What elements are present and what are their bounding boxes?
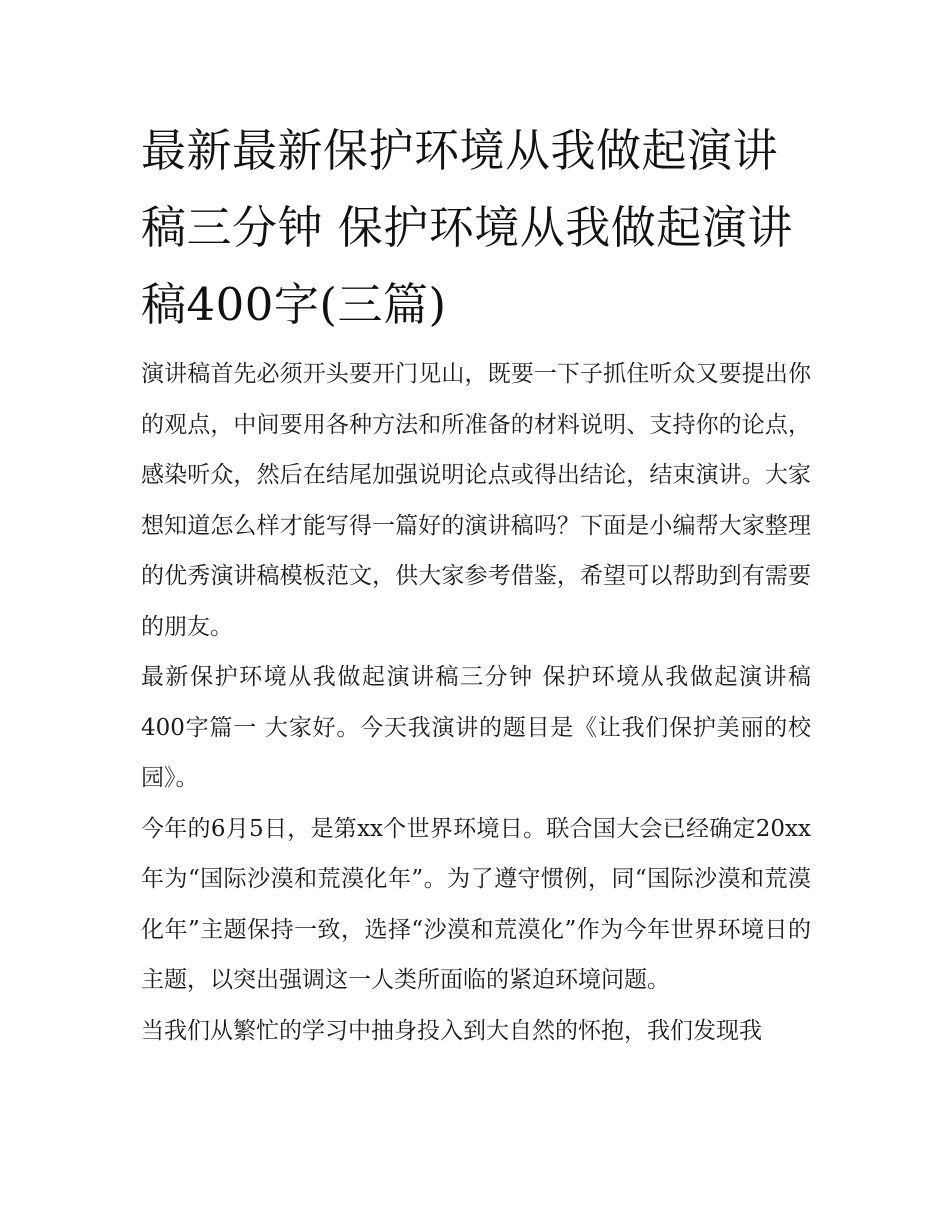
nature-paragraph: 当我们从繁忙的学习中抽身投入到大自然的怀抱，我们发现我 (141, 1017, 762, 1044)
document-page (141, 112, 811, 1056)
intro-paragraph: 演讲稿首先必须开头要开门见山，既要一下子抓住听众又要提出你的观点，中间要用各种方法和所准备的材料说明、支持你的论点，感染听众，然后在结尾加强说明论点或得出结论，结束演讲。大家想知道怎么样才能写得一篇好的演讲稿吗？下面是小编帮大家整理的优秀演讲稿模板范文，供大家参考借鉴，希望可以帮助到有需要的朋友。 (141, 361, 811, 640)
environment-day-paragraph: 今年的6月5日，是第xx个世界环境日。联合国大会已经确定20xx年为“国际沙漠和荒漠化年”。为了遵守惯例，同“国际沙漠和荒漠化年”主题保持一致，选择“沙漠和荒漠化”作为今年世界环境日的主题，以突出强调这一人类所面临的紧迫环境问题。 (141, 815, 811, 993)
speech-heading-paragraph: 最新保护环境从我做起演讲稿三分钟 保护环境从我做起演讲稿400字篇一 大家好。今天我演讲的题目是《让我们保护美丽的校园》。 (141, 664, 811, 791)
document-title: 最新最新保护环境从我做起演讲稿三分钟 保护环境从我做起演讲稿400字(三篇) (141, 124, 793, 331)
